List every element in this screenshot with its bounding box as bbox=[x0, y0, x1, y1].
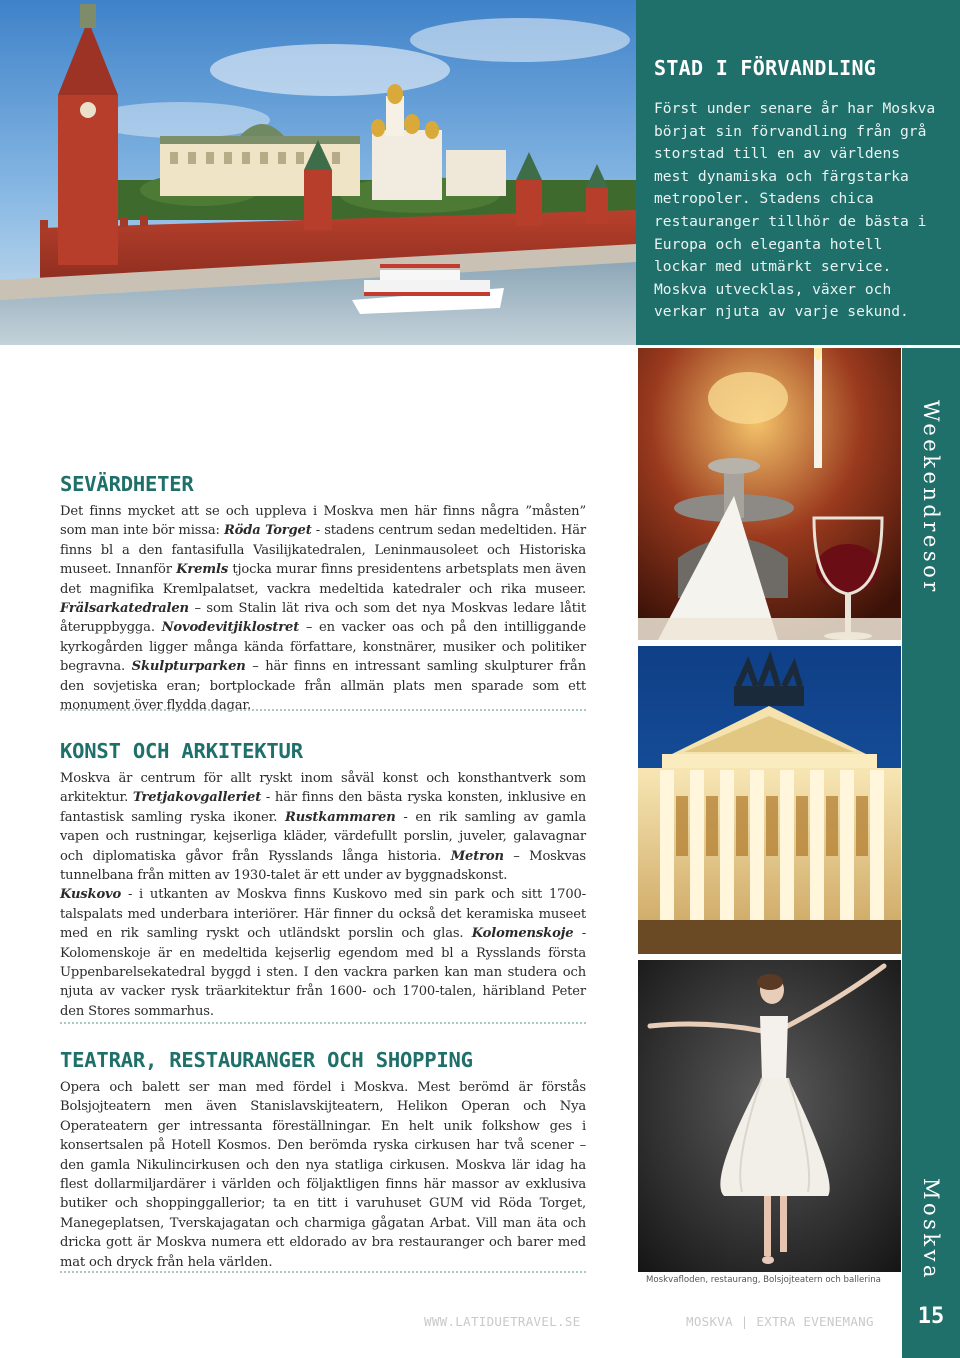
dotted-divider bbox=[60, 709, 586, 711]
highlighted-term: Metron bbox=[450, 848, 504, 864]
highlighted-term: Kuskovo bbox=[60, 887, 122, 903]
side-label-bottom-text: Moskva bbox=[919, 1178, 943, 1282]
section-sights-body: Det finns mycket att se och uppleva i Moskva men här finns några ”måsten” som man inte bör missa: Röda Torget - stadens centrum sedan medeltiden. Här finns bl a den fantasifulla Vasilijkatedralen, Leninmausoleet och Historiska museet. Innanför Kremls tjocka murar finns presidentens arbetsplats men även det magnifika Kremlpalatset, vackra medeltida katedraler och rika museer. Frälsarkatedralen – som Stalin lät riva och som det nya Moskvas ledare låtit återuppbygga. Novodevitjiklostret – en vacker oas och på den intilliggande kyrkogården ligger många kända författare, konstnärer, musiker och politiker begravna. Skulpturparken – här finns en intressant samling skulpturer från den sovjetiska eran; bortplockade från allmän plats men sparade som ett monument över flydda dagar. bbox=[60, 504, 586, 714]
highlighted-term: Tretjakovgalleriet bbox=[132, 790, 262, 806]
photo-caption: Moskvafloden, restaurang, Bolsjojteatern och ballerina bbox=[646, 1275, 881, 1285]
page-number: 15 bbox=[917, 1304, 945, 1329]
side-label-top bbox=[902, 400, 960, 600]
section-art-paragraph: Kuskovo - i utkanten av Moskva finns Kuskovo med sin park och sitt 1700-talspalats med underbara interiörer. Här finner du också det keramiska museet med en rik samling ryskt och utländskt porslin och glas. Kolomenskoje - Kolomenskoje är en medeltida kejserlig egendom med bl a Rysslands första Uppenbarelsekatedral byggd i sten. I den vackra parken kan man studera och njuta av vacker rysk träarkitektur från 1600- och 1700-talen, häribland Peter den Stores sommarhus. bbox=[60, 887, 586, 1019]
highlighted-term: Röda Torget bbox=[223, 523, 312, 539]
dotted-divider bbox=[60, 1271, 586, 1273]
section-theatre bbox=[60, 1048, 586, 1272]
restaurant-photo bbox=[638, 348, 901, 640]
bolshoi-theatre-photo bbox=[638, 646, 901, 954]
kremlin-river-photo bbox=[0, 0, 636, 345]
footer-section-label: MOSKVA | EXTRA EVENEMANG bbox=[686, 1314, 874, 1329]
section-art bbox=[60, 739, 586, 1021]
side-label-top-text: Weekendresor bbox=[919, 400, 943, 595]
side-label-bottom bbox=[902, 1178, 960, 1288]
intro-box bbox=[636, 0, 960, 345]
highlighted-term: Kolomenskoje bbox=[471, 926, 574, 942]
section-theatre-body: Opera och balett ser man med fördel i Moskva. Mest berömd är förstås Bolsjojteatern men även Stanislavskijteatern, Helikon Operan och Nya Operateatern ger intressanta föreställningar. En helt unik folkshow ges i konsertsalen på Hotell Kosmos. Den berömda ryska cirkusen har två scener – den gamla Nikulincirkusen och den nya statliga cirkusen. Moskva lär idag ha flest dollarmiljardärer i världen och följaktligen finns här massor av exklusiva butiker och shoppinggallerior; ta en titt i varuhuset GUM vid Röda Torget, Manegeplatsen, Tverskajagatan och charmiga gågatan Arbat. Vill man äta och dricka gott är Moskva numera ett eldorado av bra restauranger och barer med mat och dryck från hela världen. bbox=[60, 1080, 586, 1270]
highlighted-term: Rustkammaren bbox=[285, 809, 396, 825]
section-art-title: KONST OCH ARKITEKTUR bbox=[60, 739, 303, 763]
ballerina-photo bbox=[638, 960, 901, 1272]
footer-url-link[interactable]: WWW.LATIDUETRAVEL.SE bbox=[424, 1314, 581, 1329]
section-art-body bbox=[60, 769, 586, 1021]
highlighted-term: Novodevitjiklostret bbox=[161, 620, 300, 636]
section-sights bbox=[60, 472, 586, 715]
intro-title: STAD I FÖRVANDLING bbox=[654, 56, 877, 80]
section-art-paragraph: Moskva är centrum för allt ryskt inom såväl konst och konsthantverk som arkitektur. Tretjakovgalleriet - här finns den bästa ryska konsten, inklusive en fantastisk samling ryska ikoner. Rustkammaren - en rik samling av gamla vapen och rustningar, kejserliga kläder, värdefullt porslin, juveler, galavagnar och diplomatiska gåvor från Rysslands långa historia. Metron – Moskvas tunnelbana från mitten av 1930-talet är ett under av byggnadskonst. bbox=[60, 771, 587, 884]
highlighted-term: Kremls bbox=[176, 562, 229, 578]
side-strip bbox=[902, 348, 960, 1358]
highlighted-term: Skulpturparken bbox=[131, 659, 246, 675]
section-theatre-title: TEATRAR, RESTAURANGER OCH SHOPPING bbox=[60, 1048, 473, 1072]
highlighted-term: Frälsarkatedralen bbox=[60, 601, 189, 617]
section-sights-title: SEVÄRDHETER bbox=[60, 472, 194, 496]
dotted-divider bbox=[60, 1022, 586, 1024]
intro-text: Först under senare år har Moskva börjat sin förvandling från grå storstad till en av världens mest dynamiska och färgstarka metropoler. Stadens chica restauranger tillhör de bästa i Europa och eleganta hotell lockar med utmärkt service. Moskva utvecklas, växer och verkar njuta av varje sekund. bbox=[654, 100, 936, 321]
